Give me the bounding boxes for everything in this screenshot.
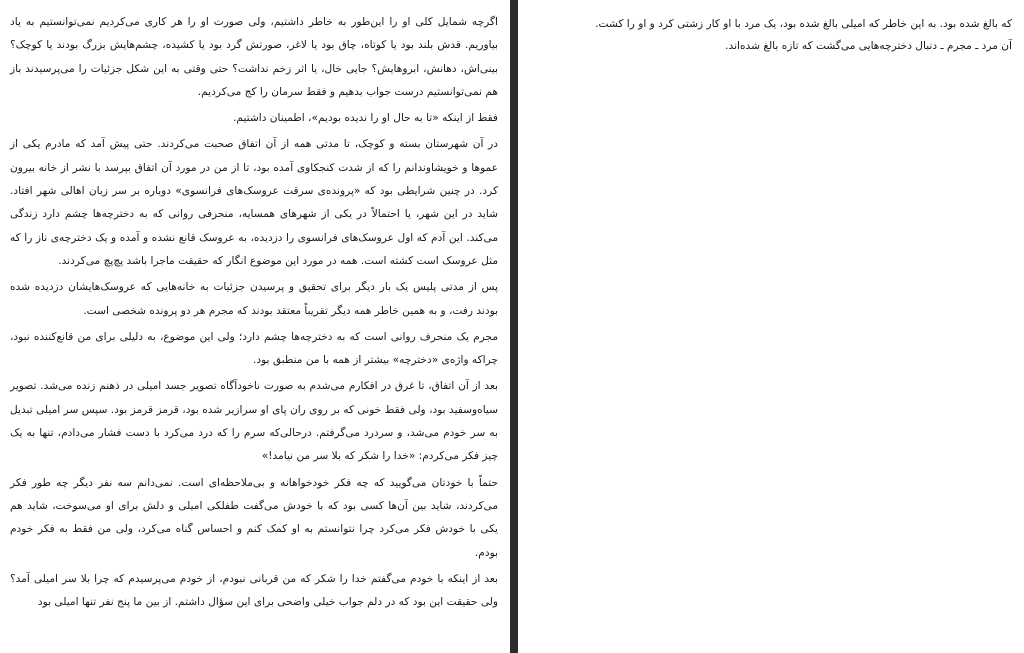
paragraph: حتماً با خودتان می‌گویید که چه فکر خودخواهانه و بی‌ملاحظه‌ای است. نمی‌دانم سه نفر دیگر چه طور فکر می‌کردند، شاید بین آن‌ها کسی بود که با خودش می‌گفت طفلکی امیلی و دلش برای او می‌سوخت، شاید هم یکی با خودش فکر می‌کرد چرا نتوانستم به او کمک کنم و احساس گناه می‌کرد، ولی من فقط به فکر خودم بودم. [10,476,498,559]
page-divider [510,0,518,653]
paragraph: آن مرد ـ مجرم ـ دنبال دخترچه‌هایی می‌گشت که تازه بالغ شده‌اند. [725,40,1012,52]
left-page [0,0,510,653]
right-page [518,0,1024,653]
paragraph: بعد از آن اتفاق، تا غرق در افکارم می‌شدم به صورت ناخودآگاه تصویر جسد امیلی در ذهنم زنده می‌شد. تصویر سیاه‌وسفید بود، ولی فقط خونی که بر روی ران پای او سرازیر شده بود، قرمز قرمز بود. سپس سر امیلی تبدیل به سر خودم می‌شد، و سردرد می‌گرفتم. درحالی‌که سرم را که درد می‌کرد با دست فشار می‌دادم، تنها به یک چیز فکر می‌کردم: «خدا را شکر که بلا سر من نیامد!» [10,380,498,463]
paragraph: پس از مدتی پلیس یک بار دیگر برای تحقیق و پرسیدن جزئیات به خانه‌هایی که عروسک‌هایشان دزدیده شده بودند رفت، و به همین خاطر همه دیگر تقریباً معتقد بودند که مجرم هر دو پرونده شخصی است. [10,281,498,317]
paragraph: در آن شهرستان بسته و کوچک، تا مدتی همه از آن اتفاق صحبت می‌کردند. حتی پیش آمد که مادرم یکی از عموها و خویشاوندانم را که از شدت کنجکاوی آمده بود، تا از من در مورد آن اتفاق بپرسد با نشر از خانه بیرون کرد. در چنین شرایطی بود که «پرونده‌ی سرقت عروسک‌های فرانسوی» دوباره بر سر زبان اهالی شهر افتاد. شاید در این شهر، یا احتمالاً در یکی از شهرهای همسایه، منحرفی روانی که به دخترچه‌ها چشم دارد زندگی می‌کند. این آدم که اول عروسک‌های فرانسوی را دزدیده، به عروسک قانع نشده و آمده و یک دخترچه‌ی ناز را که مثل عروسک است کشته است. همه در مورد این موضوع انگار که حقیقت ماجرا باشد پچ‌پچ می‌کردند. [10,138,498,267]
paragraph: اگرچه شمایل کلی او را این‌طور به خاطر داشتیم، ولی صورت او را هر کاری می‌کردیم نمی‌توانستیم به یاد بیاوریم. قدش بلند بود یا کوتاه، چاق بود یا لاغر، صورتش گرد بود یا کشیده، چشم‌هایش بزرگ بودند یا کوچک؟ بینی‌اش، دهانش، ابروهایش؟ جایی خال، یا اثر زخم نداشت؟ حتی وقتی به این شکل جزئیات را می‌پرسیدند باز هم نمی‌توانستیم درست جواب بدهیم و فقط سرمان را کج می‌کردیم. [10,16,498,98]
paragraph: که بالغ شده بود. به این خاطر که امیلی بالغ شده بود، یک مرد با او کار زشتی کرد و او را کشت. [595,18,1012,30]
paragraph: مجرم یک منحرف روانی است که به دخترچه‌ها چشم دارد؛ ولی این موضوع، به دلیلی برای من قانع‌کننده نبود، چراکه واژه‌ی «دخترچه» بیشتر از همه با من منطبق بود. [10,330,498,367]
paragraph: فقط از اینکه «تا به حال او را ندیده بودیم»، اطمینان داشتیم. [233,112,498,125]
paragraph: بعد از اینکه با خودم می‌گفتم خدا را شکر که من قربانی نبودم، از خودم می‌پرسیدم که چرا بلا سر امیلی آمد؟ ولی حقیقت این بود که در دلم جواب خیلی واضحی برای این سؤال داشتم. از بین ما پنج نفر تنها امیلی بود [10,572,498,609]
